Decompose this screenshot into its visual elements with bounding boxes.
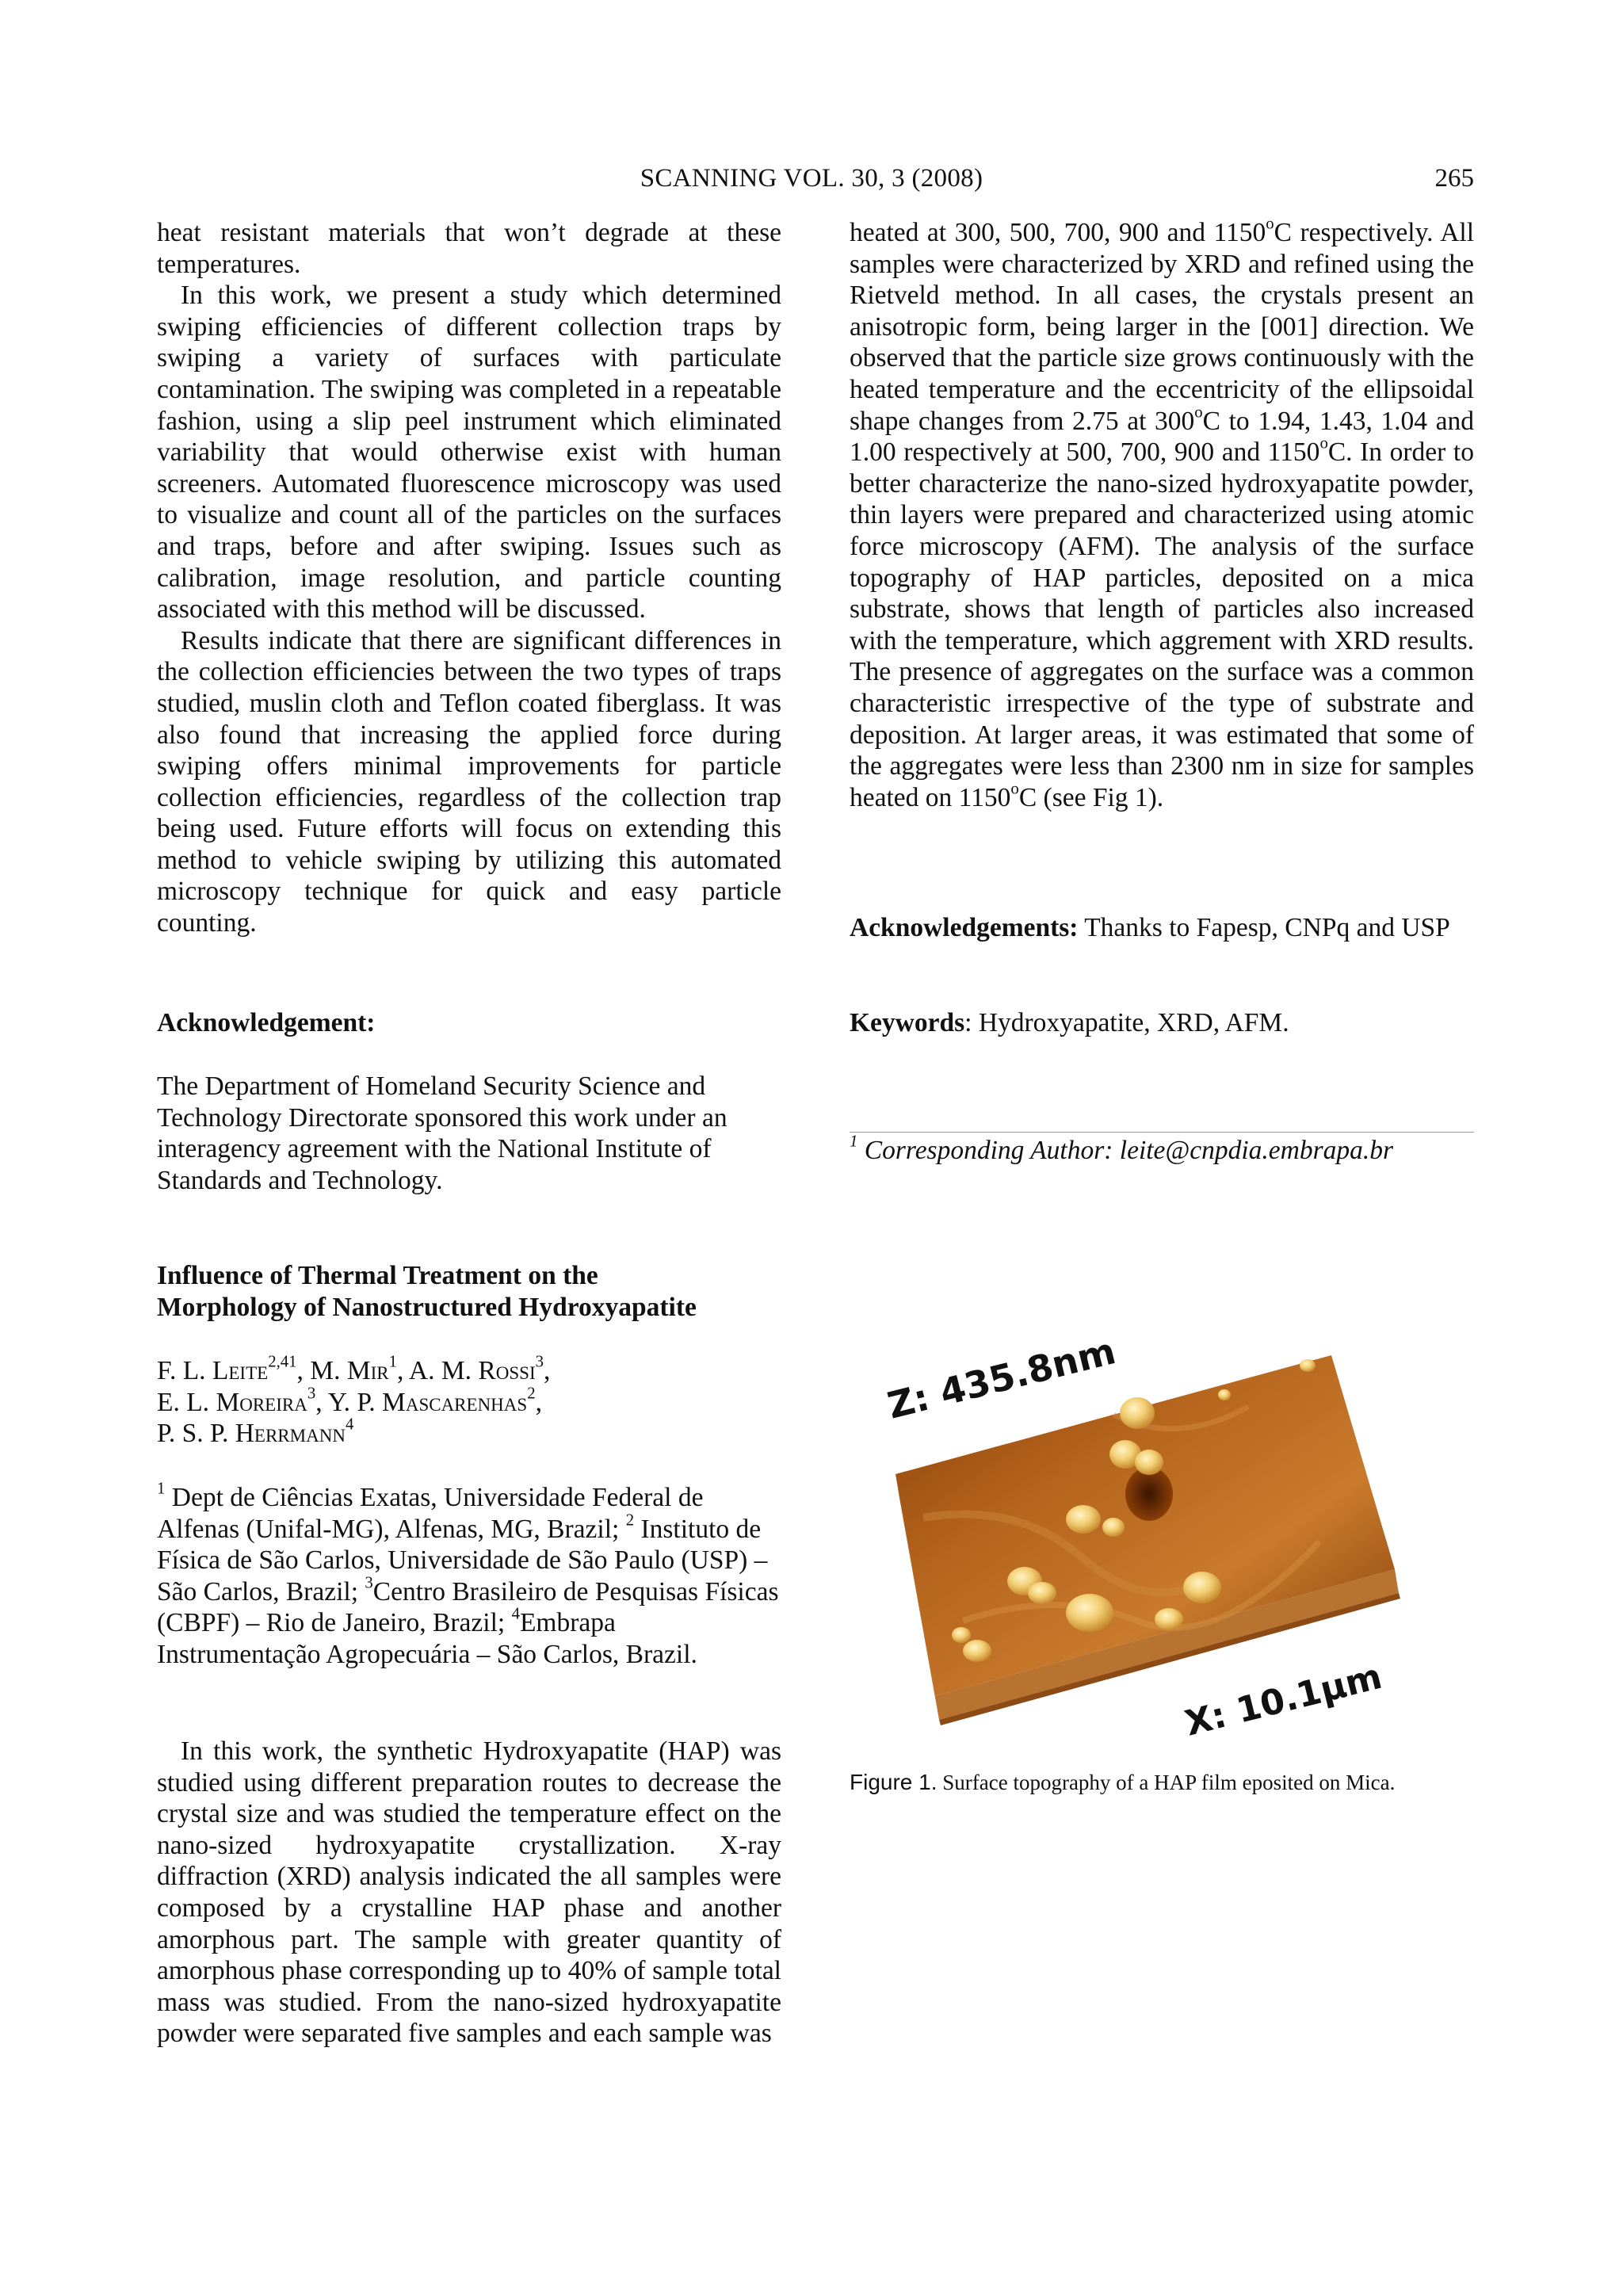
footnote: $^1$ Corresponding Author: leite@cnpdia.embrapa.br xyxy=(850,1132,1394,1165)
paragraph: heated at 300, 500, 700, 900 and 1150$^o$C respectively. All samples were characterized by XRD and refined using the Rietveld method. In all cases, the crystals present an anisotropic form, being larger in the [001] direction. We observed that the particle size grows continuously with the heated temperature and the eccentricity of the ellipsoidal shape changes from 2.75 at 300$^o$C to 1.94, 1.43, 1.04 and 1.00 respectively at 500, 700, 900 and 1150$^o$C. In order to better characterize the nano-sized hydroxyapatite powder, thin layers were prepared and characterized using atomic force microscopy (AFM). The analysis of the surface topography of HAP particles, deposited on a mica substrate, shows that length of particles also increased with the temperature, which aggrement with XRD results. The presence of aggregates on the surface was a common characteristic irrespective of the type of substrate and deposition. At larger areas, it was estimated that some of the aggregates were less than 2300 nm in size for samples heated on 1150$^o$C (see Fig 1). xyxy=(850,214,1474,812)
afm-particle xyxy=(1028,1582,1056,1604)
article-body-left xyxy=(157,1736,781,2050)
author-list xyxy=(157,1352,781,1450)
left-column-continuation xyxy=(157,217,781,939)
afm-particle xyxy=(952,1627,971,1643)
acknowledgement-heading: Acknowledgement: xyxy=(157,1008,376,1037)
acknowledgements-text: Thanks to Fapesp, CNPq and USP xyxy=(1078,913,1450,942)
article-title xyxy=(157,1260,781,1323)
keywords xyxy=(850,1007,1474,1039)
afm-x-label: X: 10.1µm xyxy=(1181,1656,1386,1744)
acknowledgement-text: The Department of Homeland Security Science and Technology Directorate sponsored this work under an interagency agreement with the National Institute of Standards and Technology. xyxy=(157,1072,727,1195)
figure-label: Figure 1. xyxy=(850,1770,938,1794)
afm-particle xyxy=(1183,1572,1221,1603)
author-surname: Rossi xyxy=(478,1356,536,1385)
afm-particle xyxy=(1120,1397,1155,1429)
keywords-text: : Hydroxyapatite, XRD, AFM. xyxy=(964,1008,1289,1037)
page-number: 265 xyxy=(1434,164,1474,193)
afm-particle xyxy=(1066,1505,1101,1534)
afm-z-label: Z: 435.8nm xyxy=(883,1329,1120,1427)
author-surname: Mir xyxy=(346,1356,389,1385)
afm-particle xyxy=(1102,1518,1125,1537)
paragraph: heat resistant materials that won’t degrade at these temperatures. xyxy=(157,218,781,279)
keywords-heading: Keywords xyxy=(850,1008,965,1037)
afm-particle xyxy=(1155,1608,1183,1630)
paragraph: In this work, we present a study which determined swiping efficiencies of different collection traps by swiping a variety of surfaces with particulate contamination. The swiping was completed in a repeatable fashion, using a slip peel instrument which eliminated variability that would otherwise exist with human screeners. Automated fluorescence microscopy was used to visualize and count all of the particles on the surfaces and traps, before and after swiping. Issues such as calibration, image resolution, and particle counting associated with this method will be discussed. xyxy=(157,281,781,625)
author-line: E. L. Moreira$^3$, Y. P. Mascarenhas$^2$, xyxy=(157,1384,542,1417)
article-title-line: Influence of Thermal Treatment on the xyxy=(157,1261,598,1290)
footnote-rule xyxy=(850,1132,1474,1133)
author-surname: Leite xyxy=(212,1356,269,1385)
figure-caption xyxy=(850,1767,1452,1797)
afm-particle xyxy=(1066,1594,1113,1632)
author-surname: Herrmann xyxy=(235,1419,346,1449)
afm-particle xyxy=(1218,1389,1231,1400)
afm-surface-image xyxy=(876,1320,1430,1763)
afm-particle xyxy=(1135,1450,1163,1475)
afm-pit xyxy=(1125,1467,1173,1521)
author-surname: Mascarenhas xyxy=(382,1387,528,1417)
author-surname: Moreira xyxy=(216,1387,307,1417)
afm-figure xyxy=(876,1320,1430,1763)
author-line: F. L. Leite$^{2,41}$, M. Mir$^1$, A. M. Rossi$^3$, xyxy=(157,1352,551,1385)
afm-particle xyxy=(1300,1359,1316,1372)
article-body-right xyxy=(850,214,1474,813)
paragraph: Results indicate that there are significant differences in the collection efficiencies between the two types of traps studied, muslin cloth and Teflon coated fiberglass. It was also found that increasing the applied force during swiping offers minimal improvements for particle collection efficiencies, regardless of the collection trap being used. Future efforts will focus on extending this method to vehicle swiping by utilizing this automated microscopy technique for quick and easy particle counting. xyxy=(157,625,781,938)
article-title-line: Morphology of Nanostructured Hydroxyapatite xyxy=(157,1292,697,1322)
paragraph: In this work, the synthetic Hydroxyapatite (HAP) was studied using different preparation routes to decrease the crystal size and was studied the temperature effect on the nano-sized hydroxyapatite crystallization. X-ray diffraction (XRD) analysis indicated the all samples were composed by a crystalline HAP phase and another amorphous part. The sample with greater quantity of amorphous phase corresponding up to 40% of sample total mass was studied. From the nano-sized hydroxyapatite powder were separated five samples and each sample was xyxy=(157,1736,781,2049)
afm-particle xyxy=(963,1640,991,1662)
running-header: SCANNING VOL. 30, 3 (2008) xyxy=(640,164,983,193)
acknowledgements-heading: Acknowledgements: xyxy=(850,913,1079,942)
author-line: P. S. P. Herrmann$^4$ xyxy=(157,1415,354,1449)
figure-caption-text: Surface topography of a HAP film eposited on Mica. xyxy=(937,1771,1396,1794)
acknowledgements xyxy=(850,912,1474,944)
affiliations: $^1$ Dept de Ciências Exatas, Universidade Federal de Alfenas (Unifal-MG), Alfenas, MG, Brazil; $^2$ Instituto de Física de São Carlos, Universidade de São Paulo (USP) – São Carlos, Brazil; $^3$Centro Brasileiro de Pesquisas Físicas (CBPF) – Rio de Janeiro, Brazil; $^4$Embrapa Instrumentação Agropecuária – São Carlos, Brazil. xyxy=(157,1479,779,1669)
